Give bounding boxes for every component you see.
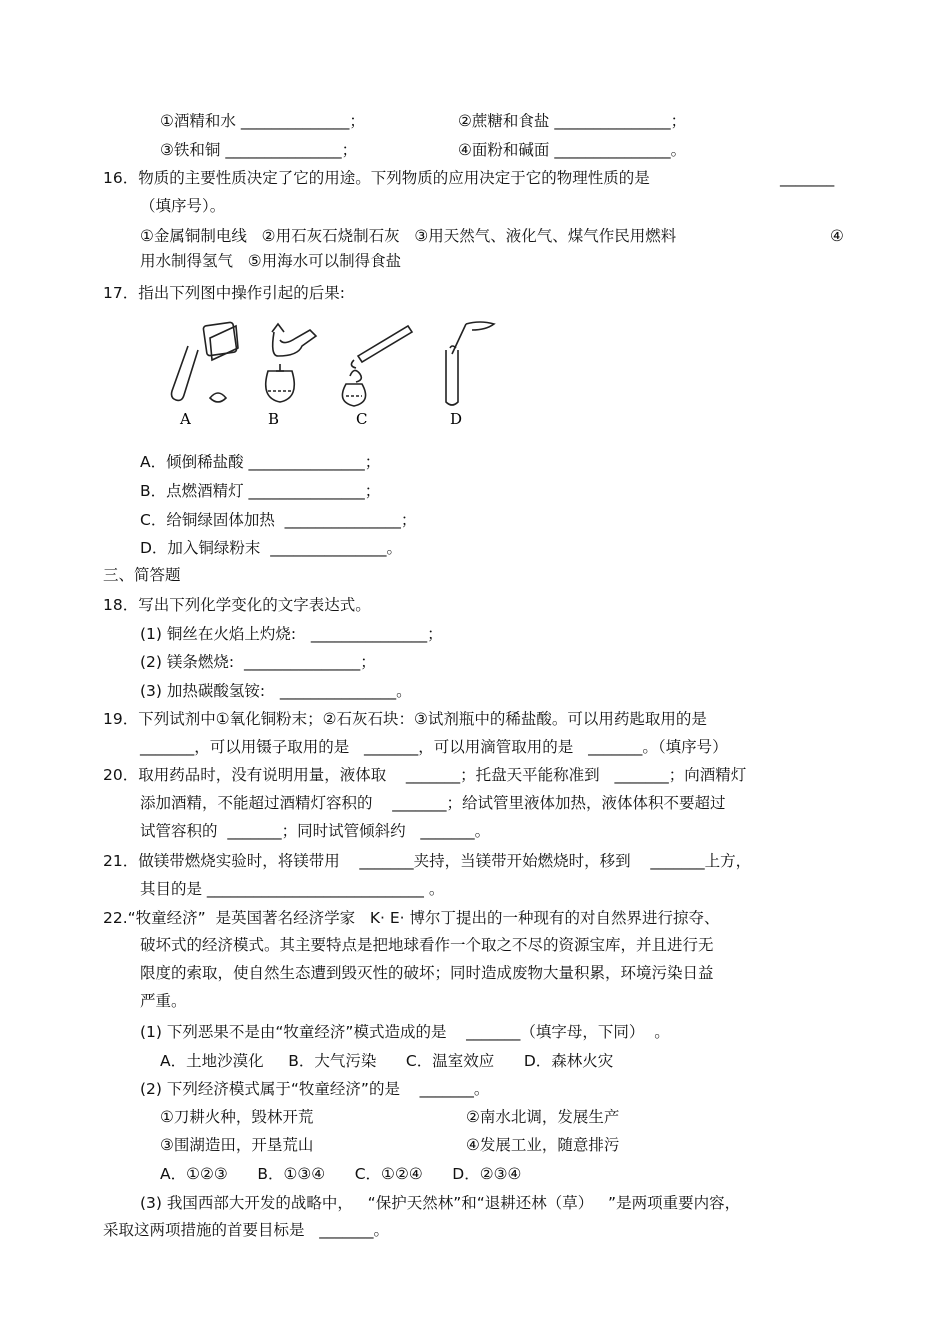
q22-line-2: 破坏式的经济模式。其主要特点是把地球看作一个取之不尽的资源宝库，并且进行无 [140,936,714,954]
q17-item-c: C．给铜绿固体加热 _______________； [140,511,417,529]
q16-options-line-2: 用水制得氢气 ⑤用海水可以制得食盐 [140,252,402,270]
q20-line-2: 添加酒精，不能超过酒精灯容积的 _______；给试管里液体加热，液体体积不要超过 [140,794,726,812]
q22-line-1: 22.“牧童经济” 是英国著名经济学家 K· E· 博尔丁提出的一种现有的对自然界进行掠夺、 [103,909,720,927]
q15-option-4: ④面粉和碱面 _______________。 [458,141,687,159]
q21-line-1: 21．做镁带燃烧实验时，将镁带用 _______夹持，当镁带开始燃烧时，移到 _______上方， [103,852,752,870]
q22-part-2: (2) 下列经济模式属于“牧童经济”的是 _______。 [140,1080,490,1098]
q22-part-2-item-1: ①刀耕火种，毁林开荒 [160,1108,314,1126]
q15-option-2: ②蔗糖和食盐 _______________； [458,112,687,130]
q22-part-3-line-2: 采取这两项措施的首要目标是 _______。 [103,1221,390,1239]
q22-part-2-item-2: ②南水北调，发展生产 [466,1108,620,1126]
lab-operations-figure [150,316,510,431]
q16-options-line-1: ①金属铜制电线 ②用石灰石烧制石灰 ③用天然气、液化气、煤气作民用燃料 [140,227,677,245]
q22-part-2-item-4: ④发展工业，随意排污 [466,1136,620,1154]
q20-line-1: 20．取用药品时，没有说明用量，液体取 _______；托盘天平能称准到 _______；向酒精灯 [103,766,747,784]
q22-part-2-options: A．①②③ B．①③④ C．①②④ D．②③④ [160,1165,522,1183]
q15-option-3: ③铁和铜 _______________； [160,141,358,159]
q16-stem: 16．物质的主要性质决定了它的用途。下列物质的应用决定于它的物理性质的是 [103,169,650,187]
figure-label-b: B [268,410,280,428]
lab-operations-illustration [150,316,510,431]
q22-part-1-options: A．土地沙漠化 B．大气污染 C．温室效应 D．森林火灾 [160,1052,614,1070]
q18-part-2: (2) 镁条燃烧: _______________； [140,653,376,671]
q20-line-3: 试管容积的 _______；同时试管倾斜约 _______。 [140,822,491,840]
figure-label-c: C [356,410,368,428]
q15-option-1: ①酒精和水 ______________； [160,112,365,130]
q16-note: （填序号）。 [140,197,226,215]
figure-b-drawing [266,324,316,402]
figure-a-drawing [172,322,239,402]
q18-part-1: (1) 铜丝在火焰上灼烧: _______________； [140,625,443,643]
q22-part-3-line-1: (3) 我国西部大开发的战略中， “保护天然林”和“退耕还林（草） ”是两项重要内容， [140,1194,741,1212]
figure-d-drawing [446,322,494,405]
section-heading-short-answer: 三、简答题 [103,566,181,584]
q17-item-b: B．点燃酒精灯 _______________； [140,482,381,500]
q22-part-1: (1) 下列恶果不是由“牧童经济”模式造成的是 _______（填字母，下同） 。 [140,1023,670,1041]
q16-blank: _______ [780,169,835,187]
q19-line-1: 19．下列试剂中①氧化铜粉末；②石灰石块：③试剂瓶中的稀盐酸。可以用药匙取用的是 [103,710,707,728]
q17-item-a: A．倾倒稀盐酸 _______________； [140,453,381,471]
q22-line-4: 严重。 [140,992,187,1010]
figure-label-d: D [450,410,463,428]
q18-part-3: (3) 加热碳酸氢铵: _______________。 [140,682,412,700]
q21-line-2: 其目的是 ____________________________ 。 [140,880,445,898]
q19-line-2: _______，可以用镊子取用的是 _______，可以用滴管取用的是 _______。（填序号） [140,738,728,756]
figure-c-drawing [342,326,412,406]
figure-label-a: A [180,410,191,428]
q17-item-d: D．加入铜绿粉末 _______________。 [140,539,403,557]
q16-option-4-marker: ④ [830,227,844,245]
q22-part-2-item-3: ③围湖造田，开垦荒山 [160,1136,314,1154]
q18-stem: 18．写出下列化学变化的文字表达式。 [103,596,371,614]
q17-stem: 17．指出下列图中操作引起的后果: [103,284,345,302]
q22-line-3: 限度的索取，使自然生态遭到毁灭性的破坏；同时造成废物大量积累，环境污染日益 [140,964,714,982]
